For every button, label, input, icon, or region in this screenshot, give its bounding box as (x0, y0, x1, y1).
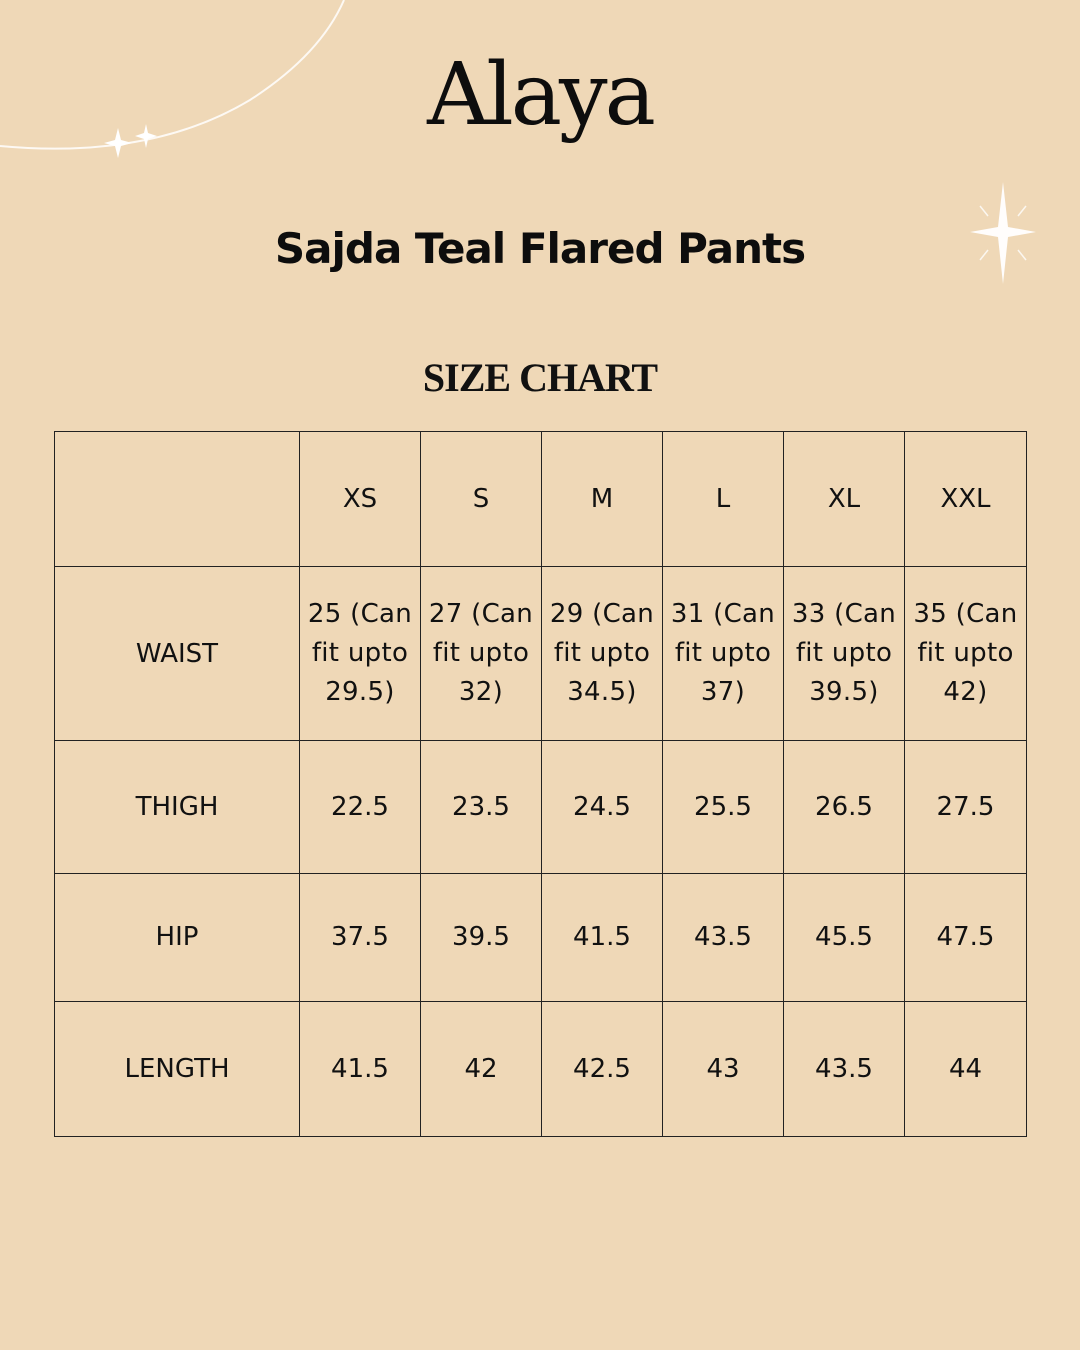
waist-line: 29.5) (325, 677, 395, 708)
length-cell-m: 42.5 (542, 1001, 663, 1136)
brand-logo: Alaya (427, 45, 653, 145)
size-xl: XL (784, 432, 905, 567)
waist-cell-s (421, 567, 542, 741)
waist-line: 31 (Can (670, 599, 776, 630)
length-cell-xs: 41.5 (300, 1001, 421, 1136)
hip-label: HIP (55, 873, 300, 1001)
waist-line: 33 (Can (791, 599, 897, 630)
length-label: LENGTH (55, 1001, 300, 1136)
waist-line: fit upto (311, 638, 409, 669)
size-chart-table (54, 431, 1027, 1137)
waist-line: 29 (Can (549, 599, 655, 630)
waist-line: 27 (Can (428, 599, 534, 630)
waist-line: 32) (458, 677, 504, 708)
thigh-cell-s: 23.5 (421, 741, 542, 873)
waist-line: 39.5) (809, 677, 879, 708)
hip-cell-xs: 37.5 (300, 873, 421, 1001)
waist-cell-m (542, 567, 663, 741)
length-cell-l: 43 (663, 1001, 784, 1136)
waist-cell-xs (300, 567, 421, 741)
waist-label: WAIST (55, 567, 300, 741)
size-header-row (55, 432, 1027, 567)
waist-line: 25 (Can (307, 599, 413, 630)
length-cell-s: 42 (421, 1001, 542, 1136)
hip-cell-xl: 45.5 (784, 873, 905, 1001)
waist-line: fit upto (553, 638, 651, 669)
waist-line: 42) (943, 677, 988, 708)
waist-line: 35 (Can (913, 599, 1018, 630)
waist-row (55, 567, 1027, 741)
thigh-cell-m: 24.5 (542, 741, 663, 873)
waist-line: fit upto (432, 638, 530, 669)
thigh-label: THIGH (55, 741, 300, 873)
size-chart-heading: SIZE CHART (422, 355, 658, 400)
hip-row (55, 873, 1027, 1001)
waist-line: fit upto (917, 638, 1014, 669)
waist-line: fit upto (674, 638, 772, 669)
waist-cell-l (663, 567, 784, 741)
thigh-cell-xl: 26.5 (784, 741, 905, 873)
hip-cell-l: 43.5 (663, 873, 784, 1001)
hip-cell-xxl: 47.5 (905, 873, 1027, 1001)
product-title: Sajda Teal Flared Pants (274, 224, 806, 273)
length-cell-xxl: 44 (905, 1001, 1027, 1136)
size-xxl: XXL (905, 432, 1027, 567)
thigh-row (55, 741, 1027, 873)
waist-line: 34.5) (567, 677, 637, 708)
waist-cell-xxl (905, 567, 1027, 741)
length-cell-xl: 43.5 (784, 1001, 905, 1136)
thigh-cell-xs: 22.5 (300, 741, 421, 873)
corner-cell (55, 432, 300, 567)
size-m: M (542, 432, 663, 567)
size-xs: XS (300, 432, 421, 567)
waist-line: fit upto (795, 638, 893, 669)
hip-cell-m: 41.5 (542, 873, 663, 1001)
thigh-cell-xxl: 27.5 (905, 741, 1027, 873)
length-row (55, 1001, 1027, 1136)
thigh-cell-l: 25.5 (663, 741, 784, 873)
waist-line: 37) (700, 677, 746, 708)
size-l: L (663, 432, 784, 567)
size-s: S (421, 432, 542, 567)
hip-cell-s: 39.5 (421, 873, 542, 1001)
waist-cell-xl (784, 567, 905, 741)
